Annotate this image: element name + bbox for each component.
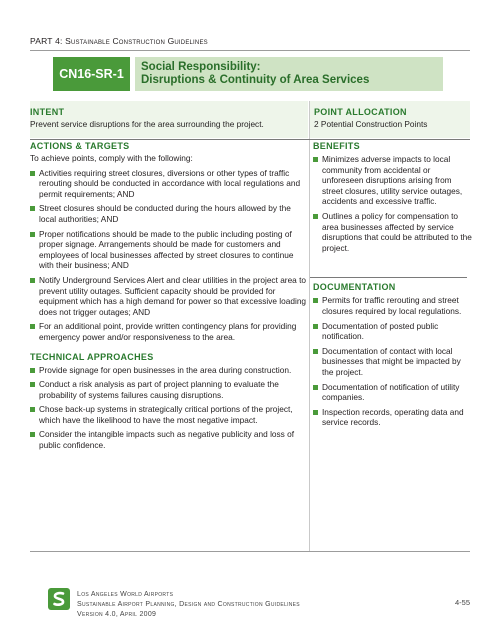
page-number: 4-55	[454, 598, 470, 607]
benefits-heading: BENEFITS	[313, 141, 360, 151]
list-item: Documentation of posted public notification.	[313, 321, 473, 342]
header-rule	[30, 50, 470, 51]
credit-code-badge: CN16-SR-1	[53, 57, 130, 91]
section-rule	[30, 139, 470, 140]
benefits-list	[313, 154, 473, 253]
list-item: Notify Underground Services Alert and clear utilities in the project area to prevent utility outages. Sufficient capacity should be provided for equipment which has a high demand for power so that excessive loading does not trigger outages; AND	[30, 275, 308, 317]
point-allocation-heading: POINT ALLOCATION	[314, 107, 407, 117]
intent-heading: INTENT	[30, 107, 65, 117]
footer-rule	[30, 551, 470, 552]
list-item: Activities requiring street closures, diversions or other types of traffic rerouting should be conducted in accordance with local regulations and permit requirements; AND	[30, 168, 308, 200]
documentation-rule	[310, 277, 467, 278]
list-item: Documentation of notification of utility companies.	[313, 382, 473, 403]
column-divider	[309, 101, 310, 551]
footer	[77, 590, 300, 620]
list-item: Outlines a policy for compensation to area businesses affected by service disruptions that could be attributed to the project.	[313, 211, 473, 253]
list-item: Conduct a risk analysis as part of project planning to evaluate the probability of systems failures causing disruptions.	[30, 379, 308, 400]
list-item: Street closures should be conducted during the hours allowed by the local authorities; AND	[30, 203, 308, 224]
technical-heading: TECHNICAL APPROACHES	[30, 351, 154, 362]
part-header: PART 4: Sustainable Construction Guidelines	[30, 36, 208, 46]
list-item: Consider the intangible impacts such as negative publicity and loss of public confidence.	[30, 429, 308, 450]
list-item: Documentation of contact with local businesses that might be impacted by the project.	[313, 346, 473, 378]
credit-title-line2: Disruptions & Continuity of Area Services	[141, 74, 370, 86]
credit-title-line1: Social Responsibility:	[141, 61, 261, 73]
actions-heading: ACTIONS & TARGETS	[30, 141, 130, 151]
documentation-heading: DOCUMENTATION	[313, 282, 396, 293]
point-allocation-text: 2 Potential Construction Points	[314, 119, 428, 129]
footer-doc-title: Sustainable Airport Planning, Design and Construction Guidelines	[77, 601, 300, 608]
technical-list	[30, 365, 308, 451]
right-column	[313, 141, 473, 432]
list-item: Proper notifications should be made to the public including posting of proper signage. Arrangements should be made for customers and employees of local businesses affected by street closures to continue with their business; AND	[30, 229, 308, 271]
intent-text: Prevent service disruptions for the area surrounding the project.	[30, 119, 264, 129]
footer-org: Los Angeles World Airports	[77, 591, 174, 598]
list-item: Provide signage for open businesses in the area during construction.	[30, 365, 308, 376]
footer-version: Version 4.0, April 2009	[77, 611, 157, 618]
laws-logo-icon	[48, 588, 70, 610]
actions-list	[30, 168, 308, 343]
documentation-list	[313, 295, 473, 428]
left-column	[30, 141, 308, 455]
list-item: Chose back-up systems in strategically critical portions of the project, which have the likelihood to have the most negative impact.	[30, 404, 308, 425]
credit-title	[135, 57, 443, 91]
list-item: Inspection records, operating data and service records.	[313, 407, 473, 428]
list-item: Permits for traffic rerouting and street closures required by local regulations.	[313, 295, 473, 316]
list-item: For an additional point, provide written contingency plans for providing emergency power and/or responsiveness to the area.	[30, 321, 308, 342]
list-item: Minimizes adverse impacts to local community from accidental or unforeseen disruptions arising from street closures, utility service outages, accidents and excessive traffic.	[313, 154, 473, 207]
actions-intro: To achieve points, comply with the following:	[30, 153, 193, 163]
